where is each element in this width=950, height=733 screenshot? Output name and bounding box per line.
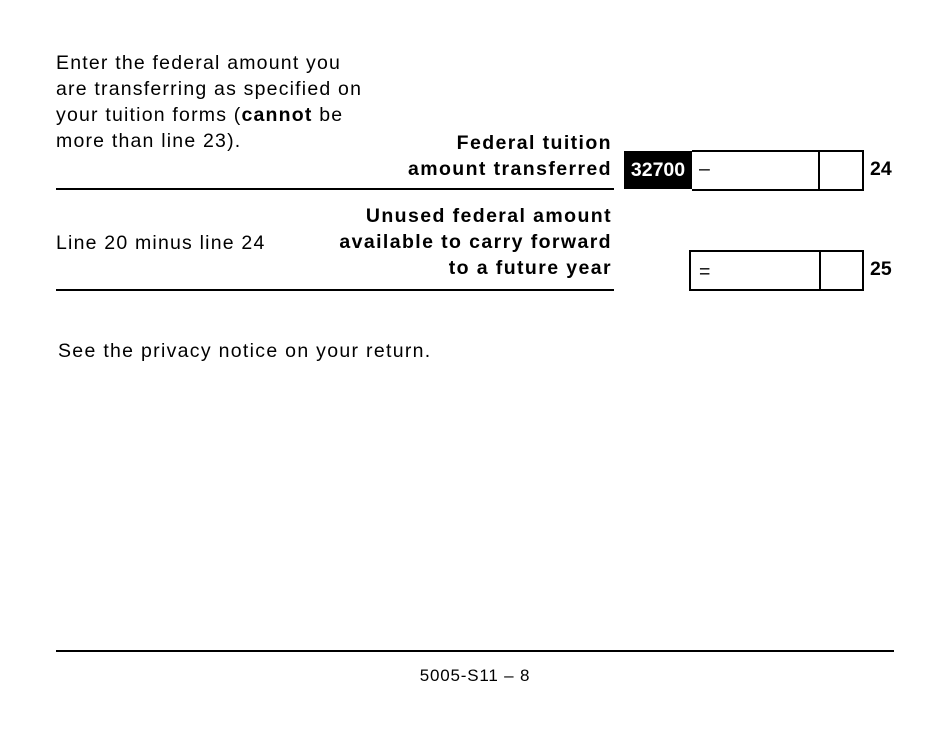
minus-operator: – [699, 158, 710, 180]
line-number-25: 25 [870, 258, 892, 280]
line25-amount-field[interactable] [689, 250, 864, 291]
line24-label: Federal tuition amount transferred [408, 132, 612, 180]
privacy-notice: See the privacy notice on your return. [58, 340, 432, 362]
line25-instruction: Line 20 minus line 24 [56, 232, 266, 254]
equals-operator: = [699, 261, 711, 283]
line25-label: Unused federal amount available to carry forward to a future year [339, 205, 612, 279]
cents-divider [819, 250, 821, 291]
field-code-32700: 32700 [624, 151, 692, 189]
line24-instruction: Enter the federal amount you are transferring as specified on your tuition forms (cannot be more than line 23). [56, 52, 363, 152]
line-number-24: 24 [870, 158, 892, 180]
cannot-emphasis: cannot [241, 104, 313, 126]
line24-amount-field[interactable] [692, 150, 864, 191]
divider-line25 [56, 289, 614, 291]
footer-divider [56, 650, 894, 652]
page-footer: 5005-S11 – 8 [419, 666, 531, 685]
cents-divider [818, 150, 820, 191]
divider-line24 [56, 188, 614, 190]
